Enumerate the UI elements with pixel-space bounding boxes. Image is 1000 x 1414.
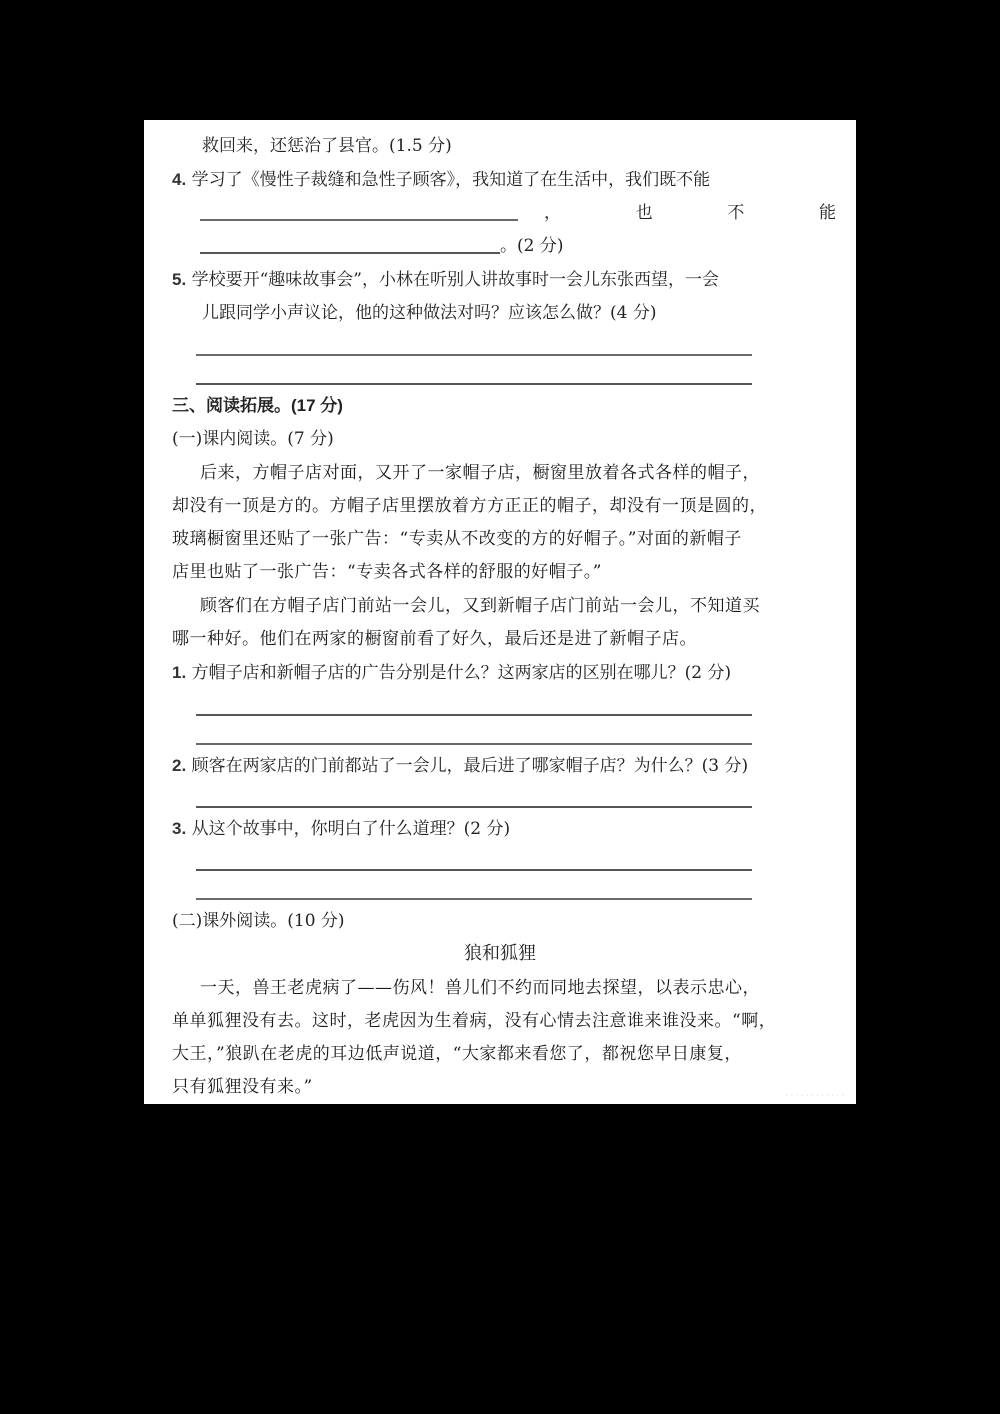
q5-answer-line-2[interactable]	[196, 383, 752, 385]
exam-page	[144, 120, 856, 1104]
q5-line1	[172, 268, 719, 292]
q4-comma: ，	[544, 203, 561, 223]
q3-tail-text: 救回来，还惩治了县官。(1.5 分)	[202, 136, 452, 156]
q4-answer-line-1[interactable]	[200, 219, 518, 221]
q4-end: 。(2 分)	[500, 236, 564, 256]
q4-line2-tail	[544, 201, 836, 225]
passage2-line-1: 一天，兽王老虎病了——伤风！兽儿们不约而同地去探望，以表示忠心，	[200, 978, 760, 998]
p1-q1-answer-line-2[interactable]	[196, 743, 752, 745]
passage1-line-4: 店里也贴了一张广告：“专卖各式各样的舒服的好帽子。”	[172, 562, 602, 582]
p1-q3-answer-line-1[interactable]	[196, 869, 752, 871]
p1-q2	[172, 754, 748, 778]
q5-text-2: 儿跟同学小声议论，他的这种做法对吗？应该怎么做？(4 分)	[202, 303, 657, 323]
passage2-line-4: 只有狐狸没有来。”	[172, 1077, 313, 1097]
p1-q1-number: 1.	[172, 663, 187, 682]
passage1-line-2: 却没有一顶是方的。方帽子店里摆放着方方正正的帽子，却没有一顶是圆的，	[172, 496, 767, 516]
passage1-line-1: 后来，方帽子店对面，又开了一家帽子店，橱窗里放着各式各样的帽子，	[200, 463, 760, 483]
faint-watermark: · · · · · · · · · · · ·	[785, 1091, 844, 1100]
part1-heading: (一)课内阅读。(7 分)	[172, 429, 334, 449]
passage1-line-3: 玻璃橱窗里还贴了一张广告：“专卖从不改变的方的好帽子。”对面的新帽子	[172, 529, 742, 549]
q5-number: 5.	[172, 270, 187, 289]
q4-char-bu: 不	[727, 203, 745, 223]
p1-q1-text: 方帽子店和新帽子店的广告分别是什么？这两家店的区别在哪儿？(2 分)	[191, 663, 732, 683]
passage2-line-3: 大王，”狼趴在老虎的耳边低声说道，“大家都来看您了，都祝您早日康复，	[172, 1044, 742, 1064]
q4-line1	[172, 168, 710, 192]
p1-q1-answer-line-1[interactable]	[196, 714, 752, 716]
p1-q1	[172, 661, 731, 685]
p1-q3-text: 从这个故事中，你明白了什么道理？(2 分)	[191, 819, 511, 839]
p1-q3-answer-line-2[interactable]	[196, 898, 752, 900]
passage1-line-6: 哪一种好。他们在两家的橱窗前看了好久，最后还是进了新帽子店。	[172, 629, 697, 649]
p1-q3-number: 3.	[172, 819, 187, 838]
part2-heading: (二)课外阅读。(10 分)	[172, 911, 345, 931]
passage1-line-5: 顾客们在方帽子店门前站一会儿，又到新帽子店门前站一会儿，不知道买	[200, 596, 760, 616]
p1-q2-text: 顾客在两家店的门前都站了一会儿，最后进了哪家帽子店？为什么？(3 分)	[191, 756, 749, 776]
q5-text-1: 学校要开“趣味故事会”，小林在听别人讲故事时一会儿东张西望，一会	[191, 270, 719, 290]
p1-q3	[172, 817, 510, 841]
story-title: 狼和狐狸	[464, 943, 536, 964]
q4-char-ye: 也	[635, 203, 653, 223]
q4-answer-line-2[interactable]	[200, 252, 500, 254]
section3-heading: 三、阅读拓展。(17 分)	[172, 396, 343, 415]
q4-text: 学习了《慢性子裁缝和急性子顾客》，我知道了在生活中，我们既不能	[191, 170, 711, 190]
p1-q2-answer-line[interactable]	[196, 806, 752, 808]
passage2-line-2: 单单狐狸没有去。这时，老虎因为生着病，没有心情去注意谁来谁没来。“啊，	[172, 1011, 777, 1031]
q4-char-neng: 能	[818, 203, 836, 223]
q4-number: 4.	[172, 170, 187, 189]
q5-answer-line-1[interactable]	[196, 354, 752, 356]
p1-q2-number: 2.	[172, 756, 187, 775]
